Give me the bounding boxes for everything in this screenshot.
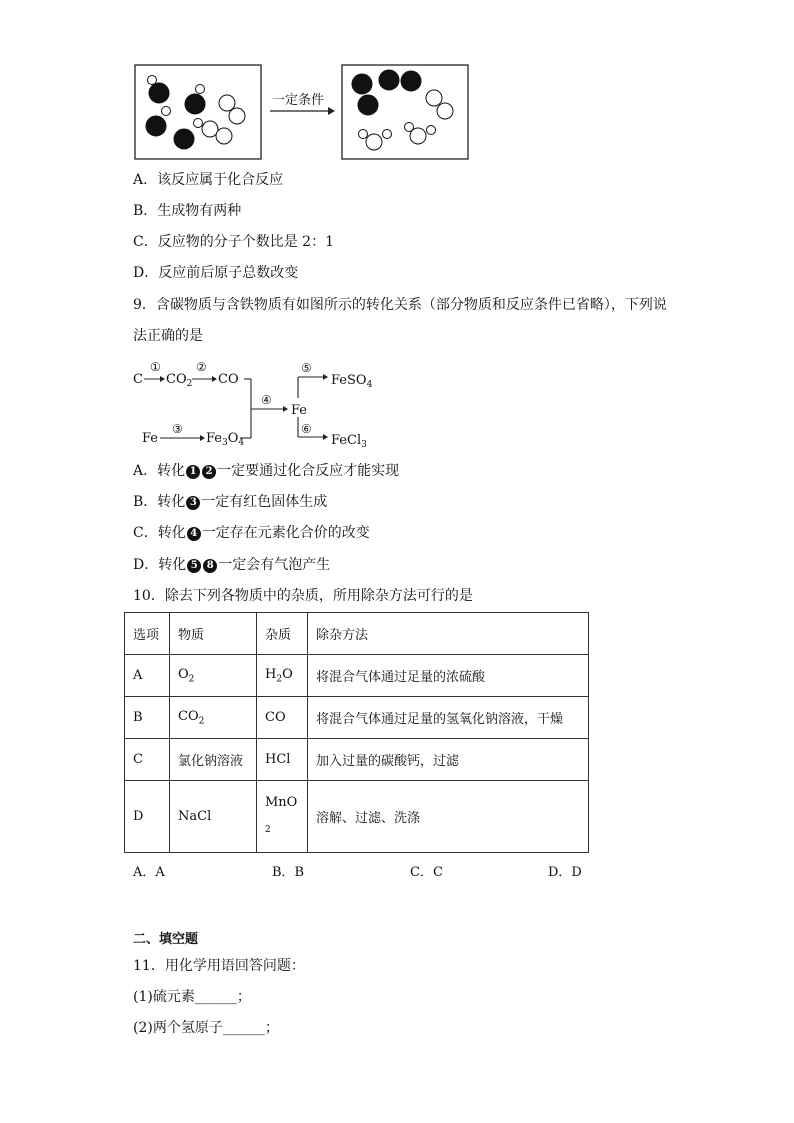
label-4: ④: [261, 393, 272, 407]
table-header-row: [125, 613, 589, 655]
label-2: ②: [196, 360, 207, 374]
table-row: [125, 781, 589, 853]
q9-option-b: B．转化 3 一定有红色固体生成: [133, 494, 328, 510]
label-1: ①: [150, 360, 161, 374]
node-co: CO: [218, 372, 239, 387]
before-particles: [146, 76, 245, 150]
q10-stem: 10．除去下列各物质中的杂质，所用除杂方法可行的是: [133, 588, 473, 604]
header-option: 选项: [125, 613, 170, 655]
section-title: 二、填空题: [133, 932, 199, 947]
conversion-diagram: [130, 355, 390, 450]
q8-option-a: A．该反应属于化合反应: [133, 172, 284, 188]
answer-d: D．D: [548, 865, 582, 880]
q11-stem: 11．用化学用语回答问题：: [133, 958, 305, 974]
row-substance: $CO_2$: [170, 697, 257, 739]
row-method: 将混合气体通过足量的浓硫酸: [308, 655, 589, 697]
q9-option-c: C．转化 4 一定存在元素化合价的改变: [133, 525, 370, 541]
node-fecl3: FeCl$_3$: [331, 433, 367, 450]
node-c: C: [133, 372, 143, 387]
purification-table: [124, 612, 589, 853]
row-substance: 氯化钠溶液: [170, 739, 257, 781]
header-impurity: 杂质: [257, 613, 308, 655]
row-option: B: [125, 697, 170, 739]
q9-option-a: A．转化 1 2 一定要通过化合反应才能实现: [133, 463, 400, 479]
answer-c: C．C: [410, 865, 443, 880]
row-impurity: CO: [257, 697, 308, 739]
node-feso4: FeSO$_4$: [331, 373, 373, 390]
q9-option-d: D．转化 5 8 一定会有气泡产生: [133, 557, 331, 573]
node-co2: $CO_2$: [166, 372, 193, 389]
row-option: C: [125, 739, 170, 781]
arrow-condition-label: 一定条件: [272, 93, 325, 108]
table-row: [125, 655, 589, 697]
q11-item-2: (2)两个氢原子______；: [133, 1020, 279, 1036]
node-fe-mid: Fe: [291, 403, 308, 418]
row-method: 将混合气体通过足量的氢氧化钠溶液，干燥: [308, 697, 589, 739]
row-impurity: $H_2O$: [257, 655, 308, 697]
row-option: D: [125, 781, 170, 853]
q9-stem-line1: 9．含碳物质与含铁物质有如图所示的转化关系（部分物质和反应条件已省略），下列说: [133, 297, 667, 313]
row-option: A: [125, 655, 170, 697]
row-method: 加入过量的碳酸钙，过滤: [308, 739, 589, 781]
answer-blank[interactable]: ______: [194, 989, 237, 1005]
row-substance: $O_2$: [170, 655, 257, 697]
answer-a: A．A: [133, 865, 165, 880]
row-method: 溶解、过滤、洗涤: [308, 781, 589, 853]
header-substance: 物质: [170, 613, 257, 655]
q11-item-1: (1)硫元素______；: [133, 989, 251, 1005]
node-fe3o4: $Fe_3O_4$: [206, 431, 245, 448]
label-6: ⑥: [301, 422, 312, 436]
table-row: [125, 697, 589, 739]
q8-option-c: C．反应物的分子个数比是 2：1: [133, 234, 334, 250]
row-substance: NaCl: [170, 781, 257, 853]
reaction-particle-diagram: [130, 60, 475, 165]
q8-option-d: D．反应前后原子总数改变: [133, 265, 299, 281]
table-row: [125, 739, 589, 781]
after-particles: [352, 70, 453, 150]
label-3: ③: [172, 422, 183, 436]
answer-b: B．B: [272, 865, 305, 880]
node-fe-start: Fe: [142, 431, 159, 446]
header-method: 除杂方法: [308, 613, 589, 655]
row-impurity: MnO 2: [257, 781, 308, 853]
row-impurity: HCl: [257, 739, 308, 781]
answer-blank[interactable]: ______: [222, 1020, 265, 1036]
q9-stem-line2: 法正确的是: [133, 328, 203, 344]
label-5: ⑤: [301, 361, 312, 375]
q8-option-b: B．生成物有两种: [133, 203, 242, 219]
